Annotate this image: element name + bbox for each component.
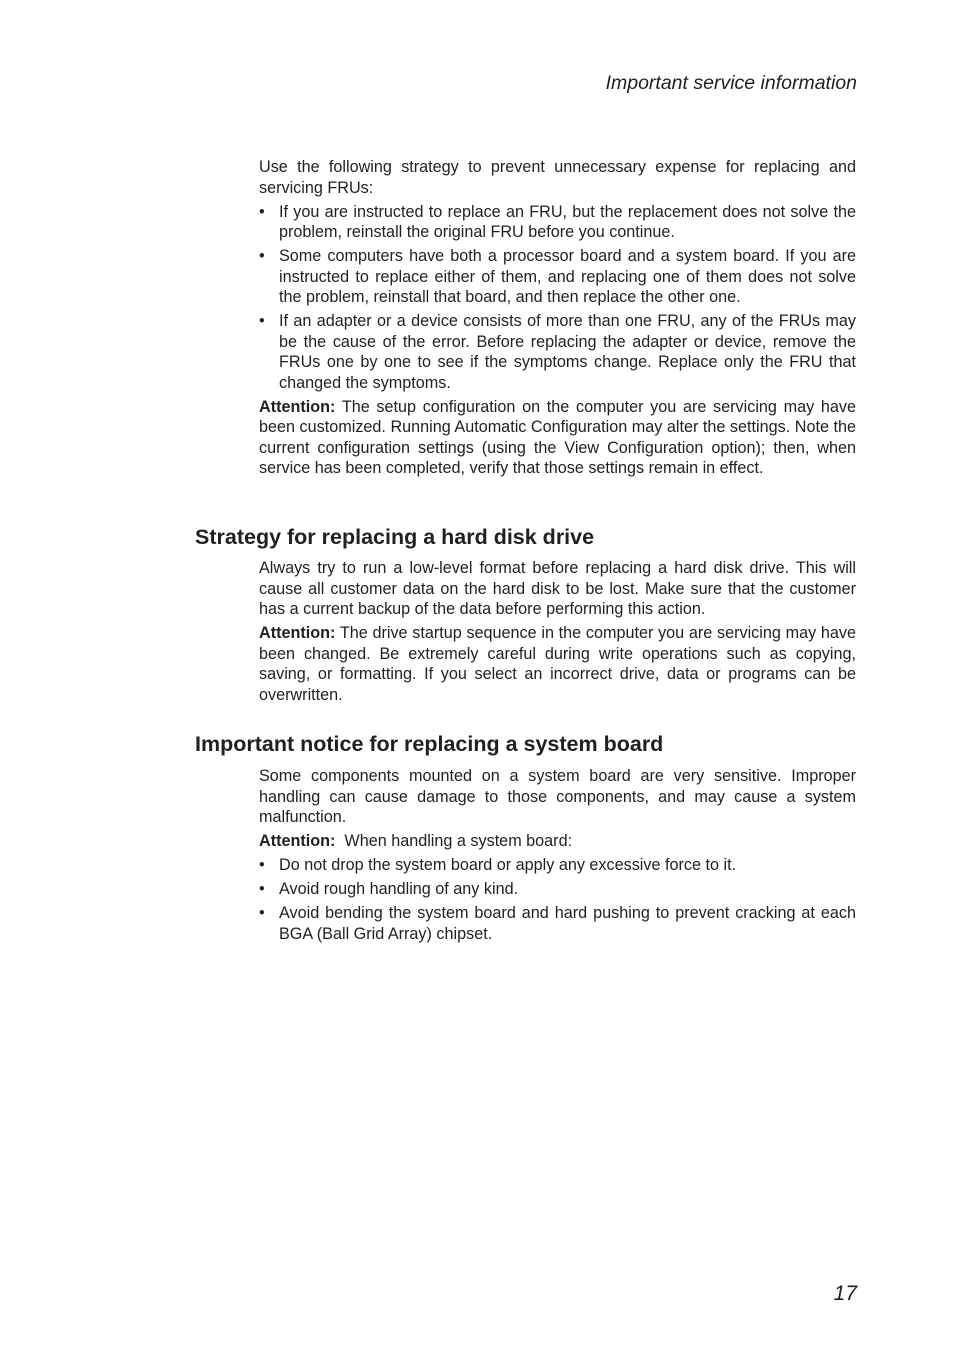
intro-paragraph: Use the following strategy to prevent unnecessary expense for replacing and servicing FRUs: <box>259 158 856 197</box>
attention-text: When handling a system board: <box>335 832 573 850</box>
list-item <box>259 311 856 393</box>
bullet-icon: • <box>259 856 265 874</box>
bullet-icon: • <box>259 202 265 221</box>
bullet-icon: • <box>259 312 265 330</box>
section-heading-hdd: Strategy for replacing a hard disk drive <box>195 525 595 549</box>
attention-label: Attention: <box>259 832 336 850</box>
bullet-icon: • <box>259 247 265 265</box>
hdd-block <box>259 558 856 709</box>
list-item <box>259 246 856 308</box>
list-item <box>259 903 856 944</box>
list-item <box>259 879 856 900</box>
list-item-text: If an adapter or a device consists of more than one FRU, any of the FRUs may be the cause of the error. Before replacing the adapter or device, remove the FRUs one by one to see if the symptoms change. Replace only the FRU that changed the symptoms. <box>279 312 856 392</box>
system-board-paragraph: Some components mounted on a system board are very sensitive. Improper handling can cause damage to those components, and may cause a system malfunction. <box>259 767 856 826</box>
list-item-text: Avoid bending the system board and hard pushing to prevent cracking at each BGA (Ball Grid Array) chipset. <box>279 904 856 943</box>
attention-note <box>259 831 856 852</box>
bullet-icon: • <box>259 880 265 898</box>
system-board-block <box>259 766 856 948</box>
attention-note <box>259 397 856 479</box>
attention-label: Attention: <box>259 624 336 642</box>
section-heading-system-board: Important notice for replacing a system board <box>195 732 664 756</box>
list-item <box>259 202 856 243</box>
system-board-bullet-list <box>259 855 856 944</box>
attention-note <box>259 623 856 705</box>
bullet-icon: • <box>259 904 265 922</box>
list-item-text: Do not drop the system board or apply any excessive force to it. <box>279 856 737 874</box>
attention-text: The setup configuration on the computer you are servicing may have been customized. Running Automatic Configuration may alter the settings. Note the current configuration settings (using the View Configuration option); then, when service has been completed, verify that those settings remain in effect. <box>259 397 856 477</box>
attention-label: Attention: <box>259 397 336 416</box>
intro-bullet-list <box>259 202 856 394</box>
hdd-paragraph: Always try to run a low-level format before replacing a hard disk drive. This will cause all customer data on the hard disk to be lost. Make sure that the customer has a current backup of the data before performing this action. <box>259 559 856 618</box>
list-item <box>259 855 856 876</box>
list-item-text: Avoid rough handling of any kind. <box>279 880 519 898</box>
intro-block <box>259 157 856 482</box>
attention-text: The drive startup sequence in the computer you are servicing may have been changed. Be extremely careful during write operations such as copying, saving, or formatting. If you select an incorrect drive, data or programs can be overwritten. <box>259 624 856 704</box>
running-header: Important service information <box>605 72 857 94</box>
page-number: 17 <box>833 1282 857 1305</box>
list-item-text: If you are instructed to replace an FRU, but the replacement does not solve the problem, reinstall the original FRU before you continue. <box>279 202 856 241</box>
list-item-text: Some computers have both a processor board and a system board. If you are instructed to replace either of them, and replacing one of them does not solve the problem, reinstall that board, and then replace the other one. <box>279 247 856 306</box>
